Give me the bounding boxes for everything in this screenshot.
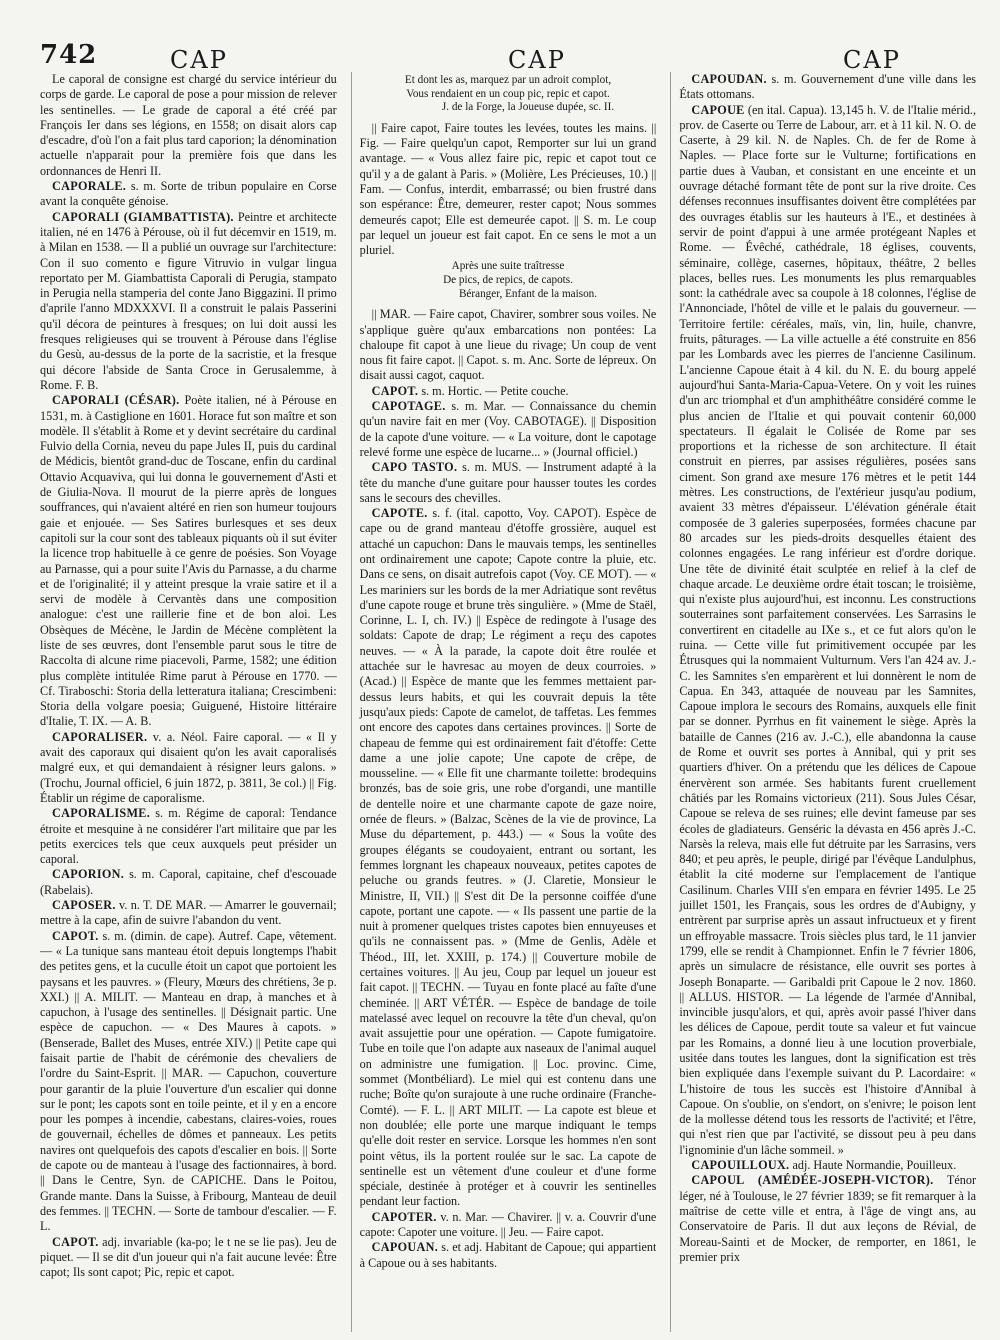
entry-text: s. m. Mar. — Connaissance du chemin qu'un navire fait en mer (Voy. CABOTAGE). || Disposition de la capote d'une voiture. — « La voiture, dont le capotage relevé forme une espèce de lucarne... » (Journal officiel.) bbox=[359, 399, 657, 459]
verse-line: Après une suite traîtresse bbox=[451, 260, 565, 273]
dictionary-entry bbox=[360, 399, 657, 460]
entry-text: || MAR. — Faire capot, Chavirer, sombrer sous voiles. Ne s'applique guère qu'aux embarcations non pontées: La chaloupe fit capot à une lieue du rivage; Un coup de vent nous fit faire capot. || Capot. s. m. Anc. Sorte de lépreux. On disait aussi cagot, caquot. bbox=[359, 307, 657, 383]
entry-text: s. m. MUS. — Instrument adapté à la tête du manche d'une guitare pour hausser toutes les cordes sans le secours des chevilles. bbox=[359, 460, 657, 505]
entry-text: s. m. Sorte de tribun populaire en Corse avant la conquête génoise. bbox=[40, 179, 337, 209]
entry-text: adj. Haute Normandie, Pouilleux. bbox=[792, 1158, 957, 1173]
entry-headword: CAPOTAGE. bbox=[371, 399, 446, 414]
dictionary-entry bbox=[360, 121, 657, 259]
entry-headword: CAPOTER. bbox=[371, 1209, 437, 1224]
entry-text: Poète italien, né à Pérouse en 1531, m. à Castiglione en 1601. Horace fut son maître et son modèle. Il s'établit à Rome et y devint secrétaire du cardinal Fulvio della Cornia, neveu du pape Jules II, puis du cardinal de Médicis, bientôt grand-duc de Toscane, enfin du cardinal Ottavio Acquaviva, qui lui donna le gouvernement d'Asti et de Giulia-Nova. Il mourut de la pierre après de longues souffrances, qui n'avaient altéré en rien son humeur toujours gaie et enjouée. — Ses Satires burlesques et ses deux capitoli sur la cour sont des tableaux piquants où il sut éviter la licence trop habituelle à ce genre de poésies. Son Voyage au Parnasse, qui a pour suite l'Avis du Parnasse, a du charme et de l'originalité; il y atteint presque la vraie satire et il a servi de modèle à Cervantès dans une composition analogue: c'est une raillerie fine et de bon aloi. Les Obsèques de Mécène, le Jardin de Mécène complètent la liste de ses œuvres, dont l'ensemble parut sous le titre de Raccolta di alcune rime piacevoli, Parme, 1582; une édition plus complète intitulée Rime parut à Pérouse en 1770. — Cf. Tiraboschi: Storia della letteratura italiana; Crescimbeni: Storia della volgare poesia; Guiguené, Histoire littéraire d'Italie, T. IX. — A. B. bbox=[40, 393, 337, 729]
dictionary-entry bbox=[679, 103, 976, 1158]
verse-quote bbox=[360, 260, 657, 301]
dictionary-entry bbox=[360, 1240, 657, 1271]
dictionary-entry bbox=[40, 898, 337, 929]
entry-headword: CAPO TASTO. bbox=[371, 460, 458, 475]
page-header bbox=[40, 22, 976, 72]
running-head-right: CAP bbox=[843, 46, 901, 74]
page-number: 742 bbox=[40, 40, 98, 70]
entry-headword: CAPOUAN. bbox=[371, 1240, 439, 1255]
column-2 bbox=[351, 72, 657, 1332]
entry-headword: CAPOT. bbox=[52, 1234, 99, 1249]
dictionary-entry bbox=[360, 1210, 657, 1241]
dictionary-entry bbox=[40, 929, 337, 1235]
running-head-left: CAP bbox=[170, 46, 228, 74]
dictionary-entry bbox=[679, 72, 976, 103]
entry-headword: CAPORALISME. bbox=[52, 806, 151, 821]
entry-headword: CAPOSER. bbox=[52, 898, 116, 913]
entry-headword: CAPORALE. bbox=[52, 179, 127, 194]
verse-line: Vous rendaient en un coup pic, repic et capot. bbox=[406, 87, 610, 100]
dictionary-entry bbox=[360, 506, 657, 1210]
entry-headword: CAPORALISER. bbox=[52, 729, 148, 744]
entry-headword: CAPOUE bbox=[691, 102, 745, 117]
entry-text: (en ital. Capua). 13,145 h. V. de l'Italie mérid., prov. de Caserte ou Terre de Labour, arr. et à 11 kil. N. O. de Caserte, à 29 kil. N. de Naples. Ch. de fer de Rome à Naples. — Place forte sur le Vulturne; fortifications en partie dues à Vauban, et consistant en une enceinte et un ouvrage détaché formant tête de pont sur la rive droite. Ces défenses reconnues insuffisantes doivent être complétées par des ouvrages établis sur les hauteurs à l'E., et destinées à servir de point d'appui à une armée protégeant Naples et Rome. — Évêché, cathédrale, 18 églises, couvents, séminaire, collège, casernes, hôpitaux, théâtre, 2 belles places, belles rues. Les monuments les plus remarquables sont: la cathédrale avec sa coupole à 18 colonnes, l'église de l'Annonciade, l'hôtel de ville et le palais du gouverneur. — Territoire fertile: céréales, maïs, vin, lin, huile, chanvre, fruits, pâturages. — La ville actuelle a été construite en 856 par les Lombards avec les pierres de l'ancienne Casilinum. L'ancienne Capoue était à 4 kil. du N. E. du bourg appelé aujourd'hui Santa-Maria-Capua-Vetere. On y voit les ruines d'un arc triomphal et d'un amphithéâtre considéré comme le plus ancien de l'Italie et qui pouvait contenir 60,000 spectateurs. Il égalait le Colisée de Rome par ses proportions et la richesse de son architecture. Il était construit en pierres, par assises régulières, posées sans ciment. Son grand axe mesure 176 mètres et le petit 144 mètres. Les constructions, de l'extérieur jusqu'au podium, avaient 33 mètres d'épaisseur. L'élévation générale était composée de 3 galeries superposées, formées chacune par 80 arcades sur les pieds-droits desquelles étaient des colonnes engagées. Le rang inférieur est d'ordre dorique. Une tête de divinité était sculptée en relief à la clef de chaque arcade. Le deuxième ordre était toscan; le troisième, qui n'existe plus aujourd'hui, est inconnu. Les constructions souterraines sont parfaitement conservées. Les Sarrasins le convertirent en citadelle au IXe s., et ce fut alors qu'on le ruina. — Cette ville fut primitivement occupée par les Étrusques qui la nommaient Vulturnum. Vers l'an 424 av. J.-C. les Samnites s'en emparèrent et lui donnèrent le nom de Capua. En 343, attaquée de nouveau par les Samnites, Capoue implora le secours des Romains, auxquels elle finit par se donner. Pyrrhus en fit vainement le siège. Après la bataille de Cannes (216 av. J.-C.), elle abandonna la cause de Rome et ouvrit ses portes à Annibal, qui y prit ses quartiers d'hiver. On a prétendu que les délices de Capoue énervèrent son armée. Ses habitants furent cruellement châtiés par les Romains victorieux (211). Sous Jules César, Capoue se releva de ses ruines; elle devint fameuse par ses écoles de gladiateurs. Genséric la dévasta en 456 après J.-C. Narsès la releva, mais elle fut détruite par les Sarrasins, vers 840; et peu après, le peuple, dirigé par l'évêque Landulphus, établit la cité moderne sur l'emplacement de l'antique Casilinum. Charles VIII s'en empara en février 1495. Le 25 juillet 1501, les Français, sous les ordres de d'Aubigny, y entrèrent par surprise après un assaut infructueux et y firent un effroyable massacre. Trois siècles plus tard, le 11 janvier 1799, elle se rendit à Championnet. Enfin le 7 février 1806, après un simulacre de résistance, elle ouvrit ses portes à Joseph Bonaparte. — Garibaldi prit Capoue le 2 nov. 1860. || ALLUS. HISTOR. — La légende de l'armée d'Annibal, invincible jusqu'alors, et qui, après avoir passé l'hiver dans les délices de Capoue, perdit toute sa valeur et fut vaincue par les Romains, a donné lieu à une locution proverbiale, usitée dans toutes les langues, dont la signification est très bien expliquée dans l'exemple suivant du P. Lacordaire: « L'histoire de tous les succès est l'histoire d'Annibal à Capoue. On s'oublie, on s'endort, on s'enivre; le poison lent de la mollesse détend tous les ressorts de l'activité; et l'être, qui n'est rien que par l'activité, se dissout peu à peu dans l'ignominie d'un lâche sommeil. » bbox=[679, 102, 977, 1157]
entry-text: s. m. Hortic. — Petite couche. bbox=[421, 383, 569, 398]
entry-text: v. a. Néol. Faire caporal. — « Il y avait des caporaux qui disaient qu'on les avait caporalisés malgré eux, et qui demandaient à résigner leurs galons. » (Trochu, Journal officiel, 6 juin 1872, p. 3811, 3e col.) || Fig. Établir un régime de caporalisme. bbox=[40, 729, 337, 805]
dictionary-entry bbox=[40, 1235, 337, 1281]
column-3 bbox=[670, 72, 976, 1332]
entry-text: s. m. Caporal, capitaine, chef d'escouade (Rabelais). bbox=[40, 867, 337, 897]
entry-text: Peintre et architecte italien, né en 1476 à Pérouse, où il fut décemvir en 1519, m. à Milan en 1538. — Il a publié un ouvrage sur l'architecture: Con il suo comento e figure Vitruvio in vulgar lingua reportato per M. Giambattista Caporali di Perugia, stampato in Perugia nella stamperia del conte Jano Biggazini. Il primo d'aprile l'anno MDXXXVI. Il a construit le palais Passerini qu'il décora de peintures à fresques; on lui doit aussi les fresques religieuses qui se trouvent à Pérouse dans l'église du Gesù, au-dessus de la porte de la sacristie, et la fresque qui décore l'abside de Santa Croce in Gerusalemme, à Rome. F. B. bbox=[40, 209, 337, 392]
dictionary-entry bbox=[40, 72, 337, 179]
dictionary-entry bbox=[40, 867, 337, 898]
verse-line: De pics, de repics, de capots. bbox=[443, 274, 573, 287]
entry-headword: CAPOUDAN. bbox=[691, 72, 767, 86]
entry-text: Le caporal de consigne est chargé du service intérieur du corps de garde. Le caporal de pose a pour mission de relever les sentinelles. — Le grade de caporal a été créé par François Ier dans ses légions, en 1558; on disait alors cap d'escadre, d'où l'on a fait plus tard caporion; la dénomination actuelle n'apparait pour la première fois que dans les ordonnances de Henri II. bbox=[40, 72, 337, 178]
entry-text: adj. invariable (ka-po; le t ne se lie pas). Jeu de piquet. — Il se dit d'un joueur qui n'a fait aucune levée: Être capot; Ils sont capot; Pic, repic et capot. bbox=[40, 1234, 337, 1280]
entry-headword: CAPORALI (CÉSAR). bbox=[52, 393, 180, 408]
running-head-center: CAP bbox=[508, 46, 566, 74]
entry-text: Ténor léger, né à Toulouse, le 27 février 1839; se fit remarquer à la maîtrise de cette ville et entra, à l'âge de vingt ans, au Conservatoire de Paris. Il dut aux leçons de Révial, de Moreau-Sainti et de Mocker, de remporter, en 1861, le premier prix bbox=[679, 1173, 977, 1264]
quote-source: J. de la Forge, la Joueuse dupée, sc. II. bbox=[441, 101, 615, 114]
entry-headword: CAPOUL (AMÉDÉE-JOSEPH-VICTOR). bbox=[691, 1173, 934, 1188]
column-1 bbox=[40, 72, 337, 1332]
entry-text: || Faire capot, Faire toutes les levées, toutes les mains. || Fig. — Faire quelqu'un capot, Remporter sur lui un grand avantage. — « Vous allez faire pic, repic et capot tout ce qu'il y a de galant à Paris. » (Molière, Les Précieuses, 10.) || Fam. — Confus, interdit, embarrassé; ou bien frustré dans son espérance: Être, demeurer, rester capot; Nous sommes demeurés capot; Elle est demeurée capot. || S. m. Le coup par lequel un joueur est fait capot. En ce sens le mot a un pluriel. bbox=[359, 120, 657, 258]
text-columns bbox=[40, 72, 976, 1332]
dictionary-entry bbox=[360, 460, 657, 506]
entry-text: v. n. T. DE MAR. — Amarrer le gouvernail; mettre à la cape, afin de suivre l'abandon du vent. bbox=[40, 898, 337, 928]
entry-headword: CAPOT. bbox=[52, 928, 99, 943]
entry-headword: CAPORION. bbox=[52, 867, 125, 882]
dictionary-entry bbox=[40, 179, 337, 210]
dictionary-entry bbox=[360, 307, 657, 383]
entry-headword: CAPOUILLOUX. bbox=[691, 1158, 790, 1173]
verse-line: Et dont les as, marquez par un adroit complot, bbox=[404, 74, 612, 86]
entry-text: s. et adj. Habitant de Capoue; qui appartient à Capoue ou à ses habitants. bbox=[359, 1240, 657, 1270]
entry-text: s. m. Gouvernement d'une ville dans les États ottomans. bbox=[679, 72, 977, 102]
entry-text: s. m. Régime de caporal: Tendance étroite et mesquine à ne considérer l'art militaire que par les petits exercices tels que ceux auxquels peut présider un caporal. bbox=[40, 806, 337, 867]
dictionary-entry bbox=[40, 806, 337, 867]
dictionary-entry bbox=[40, 730, 337, 806]
entry-text: s. m. (dimin. de cape). Autref. Cape, vêtement. — « La tunique sans manteau étoit depuis longtemps l'habit des petites gens, et la cuculle étoit un capot que portoient les paysans et les pauvres. » (Fleury, Mœurs des chrétiens, 3e p. XXI.) || A. MILIT. — Manteau en drap, à manches et à capuchon, à l'usage des sentinelles. || Désignait partic. Une espèce de capuchon. — « Des Maures à capots. » (Benserade, Ballet des Muses, entrée XIV.) || Petite cape qui faisait partie de l'habit de cérémonie des chevaliers de l'ordre du Saint-Esprit. || MAR. — Capuchon, couverture pour garantir de la pluie l'ouverture d'un escalier qui donne sur le pont; les capots sont en toile peinte, et il y en a encore pour les pompes à incendie, cabestans, claires-voies, roues de gouvernail, échelles de dômes et panneaux. Les petits navires ont quelquefois des capots d'escalier en bois. || Sorte de capote ou de manteau à l'usage des factionnaires, à bord. || Dans le Centre, Syn. de CAPICHE. Dans le Poitou, Grande mante. Dans la Suisse, à Fribourg, Manteau de deuil des femmes. || TECHN. — Sorte de tambour d'escalier. — F. L. bbox=[40, 928, 337, 1234]
dictionary-entry bbox=[40, 210, 337, 394]
dictionary-entry bbox=[40, 393, 337, 730]
entry-headword: CAPORALI (GIAMBATTISTA). bbox=[52, 209, 234, 224]
dictionary-entry bbox=[360, 384, 657, 399]
entry-text: v. n. Mar. — Chavirer. || v. a. Couvrir d'une capote: Capoter une voiture. || Jeu. — Faire capot. bbox=[359, 1209, 657, 1240]
entry-text: s. f. (ital. capotto, Voy. CAPOT). Espèce de cape ou de grand manteau d'étoffe grossière, auquel est attaché un capuchon: Dans le mauvais temps, les sentinelles ont ordinairement une capote; Capote contre la pluie, etc. Dans ce sens, on disait autrefois capot (Voy. CE MOT). — « Les mariniers sur les bords de la mer Adriatique sont revêtus d'une capote rouge et brune très singulière. » (Mme de Staël, Corinne, L. I, ch. IV.) || Espèce de redingote à l'usage des soldats: Capote de drap; Le régiment a reçu des capotes neuves. — « À la parade, la capote doit être roulée et attachée sur le havresac au moyen de deux courroies. » (Acad.) || Espèce de mante que les femmes mettaient par-dessus leurs habits, et qui les couvrait depuis la tête jusqu'aux pieds: Capote de camelot, de taffetas. Les femmes ont encore des capotes dans certaines provinces. || Sorte de chapeau de femme qui est ordinairement fait d'étoffe: Cette dame a une jolie capote; Une capote de crêpe, de mousseline. — « Elle fit une charmante toilette: brodequins bronzés, bas de soie gris, une robe d'organdi, une mantille de dentelle noire et une charmante capote de gaze noire, ornée de fleurs. » (Balzac, Scènes de la vie de province, La Muse du département, p. 443.) — « Sous la voûte des groupes élégants se coudoyaient, entrant ou sortant, les femmes lorgnant les chapeaux nouveaux, petites capotes de peluche ou grands feutres. » (J. Claretie, Monsieur le Ministre, II, VII.) || S'est dit De la personne coiffée d'une capote, portant une capote. — « Ils passent une partie de la nuit à promener quelques tristes capotes bien ennuyeuses et qu'ils ne connaissent pas. » (Mme de Genlis, Adèle et Théod., III, let. XXIII, p. 174.) || Couverture mobile de certaines voitures. || Au jeu, Coup par lequel un joueur est fait capot. || TECHN. — Tuyau en fonte placé au faîte d'une cheminée. || ART VÉTÉR. — Espèce de bandage de toile matelassé avec lequel on recouvre la tête d'un cheval, qu'on avait assujettie pour une opération. — Capote fumigatoire. Tube en toile que l'on adapte aux naseaux de l'animal auquel on administre une fumigation. || Loc. provinc. Cime, sommet (Montbéliard). Le miel qui est contenu dans une ruche; Boîte qu'on surajoute à une ruche ordinaire (Franche-Comté). — F. L. || ART MILIT. — La capote est bleue et non doublée; elle porte une marque indiquant le temps qu'elle doit rester en service. Lorsque les hommes n'en sont point vêtus, ils la portent roulée sur le sac. La capote de sentinelle est un vêtement d'une couleur et d'une forme spéciale, destinée à protéger et à couvrir les sentinelles pendant leur faction. bbox=[359, 506, 657, 1209]
entry-headword: CAPOTE. bbox=[371, 506, 428, 521]
quote-source: Béranger, Enfant de la maison. bbox=[458, 287, 598, 300]
dictionary-entry bbox=[679, 1158, 976, 1173]
entry-headword: CAPOT. bbox=[371, 383, 419, 398]
verse-quote bbox=[360, 74, 657, 115]
dictionary-entry bbox=[679, 1173, 976, 1265]
